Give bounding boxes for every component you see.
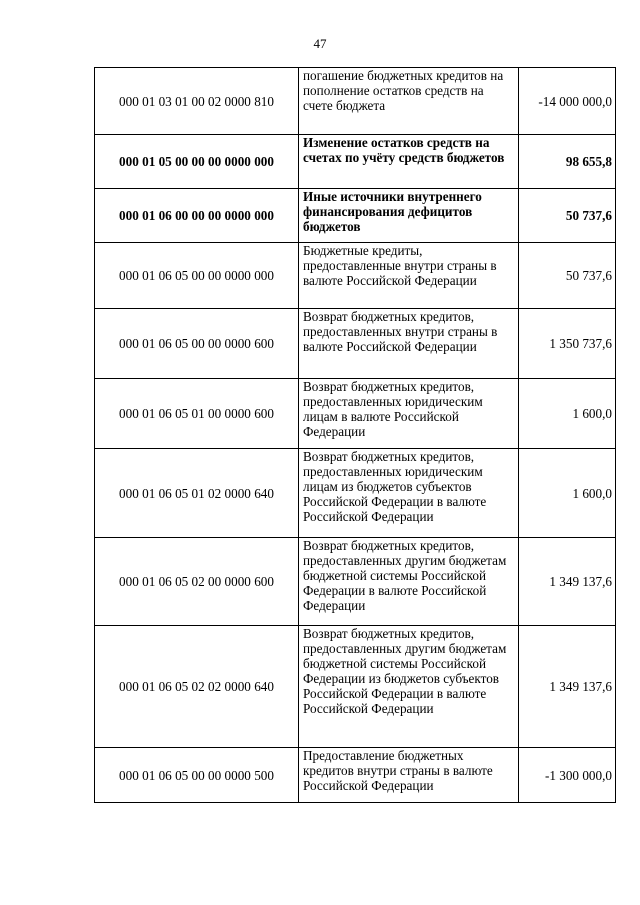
table-row [95,243,616,309]
budget-code-cell: 000 01 06 05 02 00 0000 600 [95,538,299,626]
table-row [95,189,616,243]
table-row [95,68,616,135]
budget-sources-table [94,67,616,803]
description-cell: Предоставление бюджетных кредитов внутри страны в валюте Российской Федерации [299,748,519,803]
amount-cell: 98 655,8 [519,135,616,189]
amount-cell: 1 600,0 [519,379,616,449]
budget-code-cell: 000 01 06 05 00 00 0000 500 [95,748,299,803]
description-cell: Бюджетные кредиты, предоставленные внутри страны в валюте Российской Федерации [299,243,519,309]
amount-cell: 50 737,6 [519,189,616,243]
table-row [95,379,616,449]
amount-cell: 1 350 737,6 [519,309,616,379]
description-cell: Возврат бюджетных кредитов, предоставленных другим бюджетам бюджетной системы Российской Федерации из бюджетов субъектов Российской Федерации в валюте Российской Федерации [299,626,519,748]
amount-cell: -14 000 000,0 [519,68,616,135]
description-cell: Иные источники внутреннего финансирования дефицитов бюджетов [299,189,519,243]
table-row [95,538,616,626]
table-row [95,626,616,748]
page-number: 47 [313,36,327,51]
amount-cell: 50 737,6 [519,243,616,309]
budget-code-cell: 000 01 05 00 00 00 0000 000 [95,135,299,189]
description-cell: Возврат бюджетных кредитов, предоставленных другим бюджетам бюджетной системы Российской Федерации в валюте Российской Федерации [299,538,519,626]
amount-cell: -1 300 000,0 [519,748,616,803]
table-row [95,748,616,803]
description-cell: Возврат бюджетных кредитов, предоставленных юридическим лицам из бюджетов субъектов Российской Федерации в валюте Российской Федерации [299,449,519,538]
budget-code-cell: 000 01 06 05 00 00 0000 600 [95,309,299,379]
budget-code-cell: 000 01 06 05 00 00 0000 000 [95,243,299,309]
budget-code-cell: 000 01 06 05 01 02 0000 640 [95,449,299,538]
table-row [95,309,616,379]
description-cell: Изменение остатков средств на счетах по учёту средств бюджетов [299,135,519,189]
budget-code-cell: 000 01 03 01 00 02 0000 810 [95,68,299,135]
budget-code-cell: 000 01 06 05 01 00 0000 600 [95,379,299,449]
table-row [95,449,616,538]
table-row [95,135,616,189]
budget-code-cell: 000 01 06 05 02 02 0000 640 [95,626,299,748]
budget-code-cell: 000 01 06 00 00 00 0000 000 [95,189,299,243]
description-cell: Возврат бюджетных кредитов, предоставленных юридическим лицам в валюте Российской Федерации [299,379,519,449]
description-cell: Возврат бюджетных кредитов, предоставленных внутри страны в валюте Российской Федерации [299,309,519,379]
amount-cell: 1 349 137,6 [519,538,616,626]
description-cell: погашение бюджетных кредитов на пополнение остатков средств на счете бюджета [299,68,519,135]
amount-cell: 1 600,0 [519,449,616,538]
amount-cell: 1 349 137,6 [519,626,616,748]
